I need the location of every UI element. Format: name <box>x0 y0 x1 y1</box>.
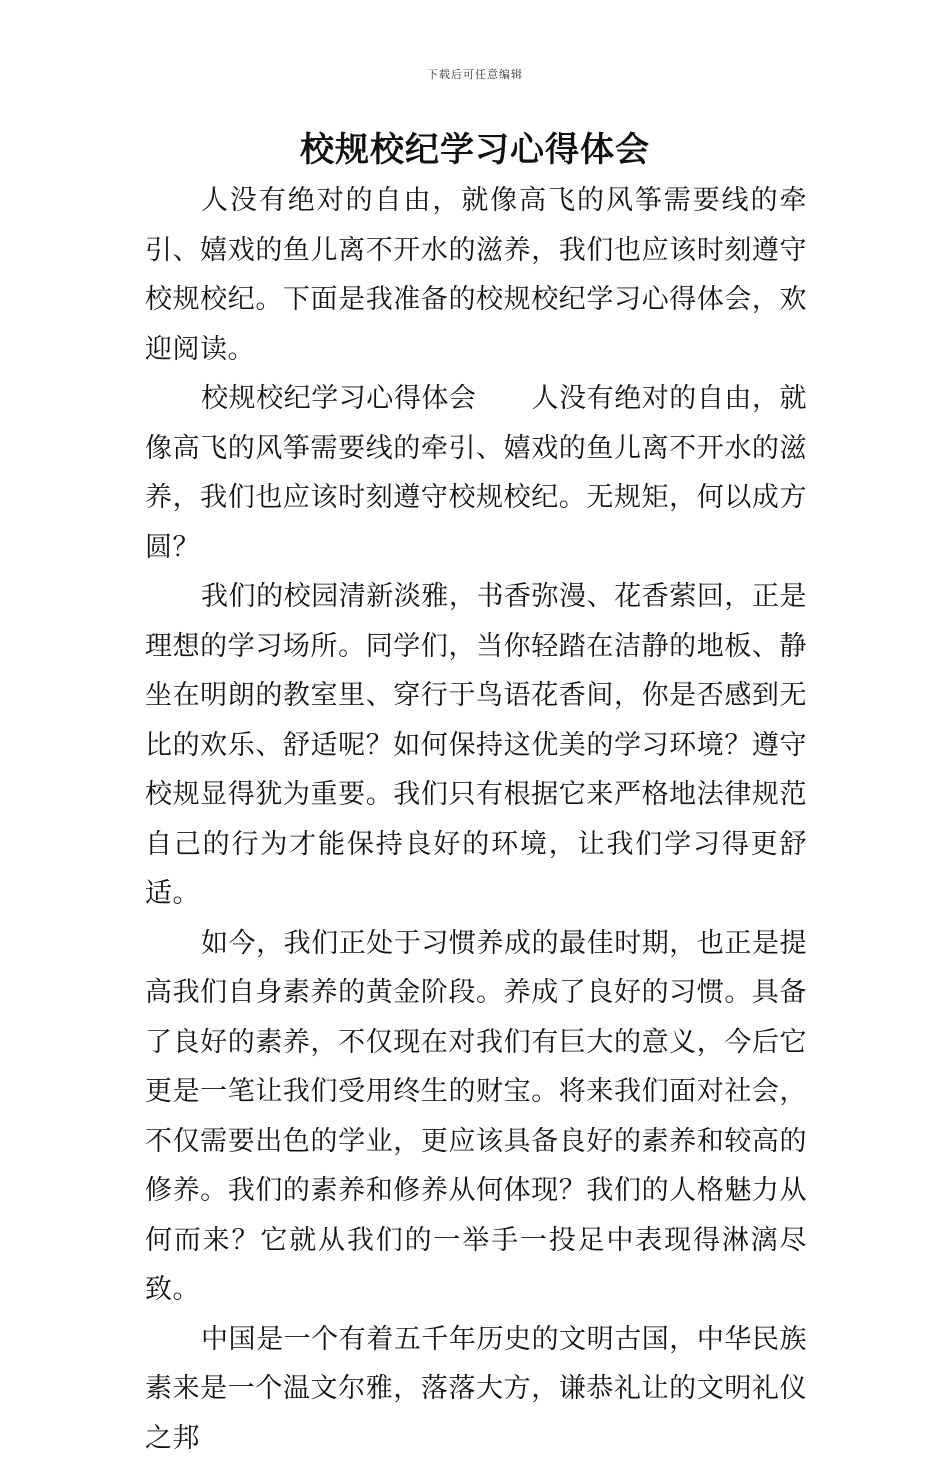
paragraph: 如今，我们正处于习惯养成的最佳时期，也正是提高我们自身素养的黄金阶段。养成了良好的习惯。具备了良好的素养，不仅现在对我们有巨大的意义，今后它更是一笔让我们受用终生的财宝。将来我们面对社会，不仅需要出色的学业，更应该具备良好的素养和较高的修养。我们的素养和修养从何体现？我们的人格魅力从何而来？它就从我们的一举手一投足中表现得淋漓尽致。 <box>145 919 807 1315</box>
document-title: 校规校纪学习心得体会 <box>0 126 950 174</box>
paragraph: 我们的校园清新淡雅，书香弥漫、花香萦回，正是理想的学习场所。同学们，当你轻踏在洁静的地板、静坐在明朗的教室里、穿行于鸟语花香间，你是否感到无比的欢乐、舒适呢？如何保持这优美的学习环境？遵守校规显得犹为重要。我们只有根据它来严格地法律规范自己的行为才能保持良好的环境，让我们学习得更舒适。 <box>145 572 807 919</box>
paragraph: 人没有绝对的自由，就像高飞的风筝需要线的牵引、嬉戏的鱼儿离不开水的滋养，我们也应该时刻遵守校规校纪。下面是我准备的校规校纪学习心得体会，欢迎阅读。 <box>145 176 807 374</box>
header-note: 下载后可任意编辑 <box>0 66 950 82</box>
paragraph: 校规校纪学习心得体会 人没有绝对的自由，就像高飞的风筝需要线的牵引、嬉戏的鱼儿离不开水的滋养，我们也应该时刻遵守校规校纪。无规矩，何以成方圆？ <box>145 374 807 572</box>
paragraph: 中国是一个有着五千年历史的文明古国，中华民族素来是一个温文尔雅，落落大方，谦恭礼让的文明礼仪之邦 <box>145 1315 807 1463</box>
document-body <box>145 176 807 1463</box>
